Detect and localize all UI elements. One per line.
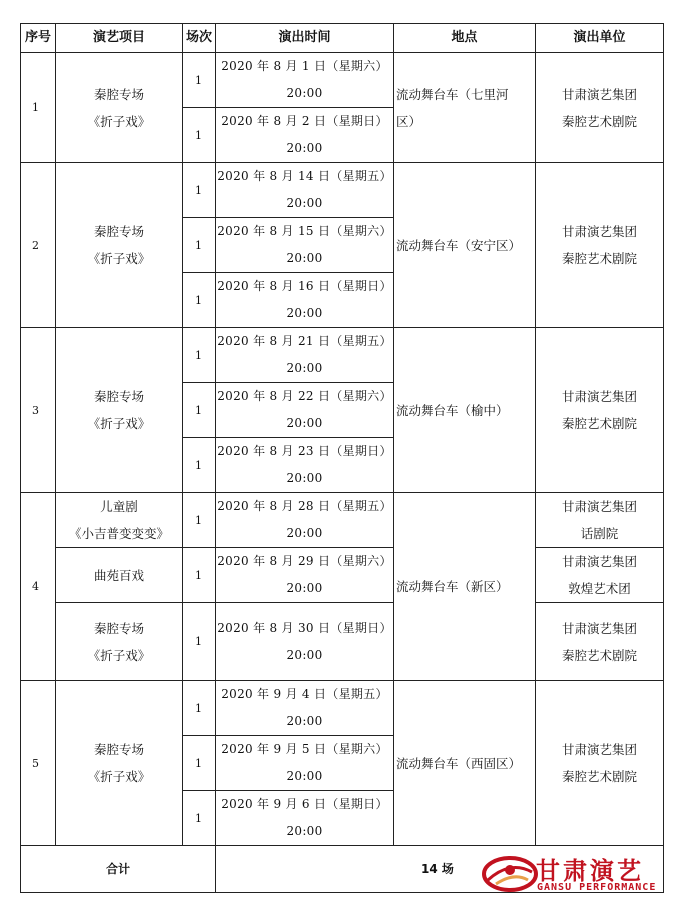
time-cell: 2020 年 8 月 22 日（星期六） 20:00 (216, 383, 394, 438)
table-header-row (21, 24, 664, 53)
item-cell: 秦腔专场 《折子戏》 (56, 603, 183, 681)
time-cell: 2020 年 8 月 1 日（星期六） 20:00 (216, 53, 394, 108)
venue-cell: 流动舞台车（新区） (394, 493, 536, 681)
count-cell: 1 (183, 493, 216, 548)
header-count: 场次 (183, 24, 216, 53)
count-cell: 1 (183, 53, 216, 108)
unit-cell: 甘肃演艺集团 秦腔艺术剧院 (536, 603, 664, 681)
count-cell: 1 (183, 383, 216, 438)
unit-cell: 甘肃演艺集团 秦腔艺术剧院 (536, 681, 664, 846)
count-cell: 1 (183, 438, 216, 493)
performance-schedule-table (20, 23, 664, 893)
unit-cell: 甘肃演艺集团 敦煌艺术团 (536, 548, 664, 603)
time-cell: 2020 年 8 月 21 日（星期五） 20:00 (216, 328, 394, 383)
table-row (21, 681, 664, 736)
seq-cell: 1 (21, 53, 56, 163)
time-cell: 2020 年 8 月 23 日（星期日） 20:00 (216, 438, 394, 493)
count-cell: 1 (183, 108, 216, 163)
count-cell: 1 (183, 273, 216, 328)
header-item: 演艺项目 (56, 24, 183, 53)
total-value: 14 场 (216, 846, 664, 893)
count-cell: 1 (183, 791, 216, 846)
item-cell: 儿童剧 《小吉普变变变》 (56, 493, 183, 548)
header-time: 演出时间 (216, 24, 394, 53)
time-cell: 2020 年 9 月 4 日（星期五） 20:00 (216, 681, 394, 736)
table-row (21, 493, 664, 548)
item-cell: 曲苑百戏 (56, 548, 183, 603)
unit-cell: 甘肃演艺集团 秦腔艺术剧院 (536, 328, 664, 493)
item-cell: 秦腔专场 《折子戏》 (56, 328, 183, 493)
header-unit: 演出单位 (536, 24, 664, 53)
item-cell: 秦腔专场 《折子戏》 (56, 681, 183, 846)
count-cell: 1 (183, 603, 216, 681)
item-cell: 秦腔专场 《折子戏》 (56, 53, 183, 163)
count-cell: 1 (183, 736, 216, 791)
venue-cell: 流动舞台车（西固区） (394, 681, 536, 846)
seq-cell: 3 (21, 328, 56, 493)
count-cell: 1 (183, 548, 216, 603)
seq-cell: 2 (21, 163, 56, 328)
count-cell: 1 (183, 218, 216, 273)
count-cell: 1 (183, 163, 216, 218)
logo-subtitle: GANSU PERFORMANCE (537, 882, 657, 893)
seq-cell: 5 (21, 681, 56, 846)
unit-cell: 甘肃演艺集团 话剧院 (536, 493, 664, 548)
time-cell: 2020 年 9 月 6 日（星期日） 20:00 (216, 791, 394, 846)
time-cell: 2020 年 8 月 15 日（星期六） 20:00 (216, 218, 394, 273)
table-row (21, 603, 664, 681)
venue-cell: 流动舞台车（榆中） (394, 328, 536, 493)
table-row (21, 548, 664, 603)
time-cell: 2020 年 8 月 2 日（星期日） 20:00 (216, 108, 394, 163)
table-row (21, 53, 664, 108)
table-body (21, 53, 664, 893)
table-row (21, 163, 664, 218)
time-cell: 2020 年 9 月 5 日（星期六） 20:00 (216, 736, 394, 791)
header-seq: 序号 (21, 24, 56, 53)
unit-cell: 甘肃演艺集团 秦腔艺术剧院 (536, 163, 664, 328)
count-cell: 1 (183, 328, 216, 383)
venue-cell: 流动舞台车（安宁区） (394, 163, 536, 328)
venue-cell: 流动舞台车（七里河 区） (394, 53, 536, 163)
item-cell: 秦腔专场 《折子戏》 (56, 163, 183, 328)
header-venue: 地点 (394, 24, 536, 53)
unit-cell: 甘肃演艺集团 秦腔艺术剧院 (536, 53, 664, 163)
seq-cell: 4 (21, 493, 56, 681)
time-cell: 2020 年 8 月 29 日（星期六） 20:00 (216, 548, 394, 603)
time-cell: 2020 年 8 月 28 日（星期五） 20:00 (216, 493, 394, 548)
time-cell: 2020 年 8 月 16 日（星期日） 20:00 (216, 273, 394, 328)
table-row (21, 328, 664, 383)
count-cell: 1 (183, 681, 216, 736)
logo-wordmark: 甘肃演艺 (536, 856, 644, 885)
time-cell: 2020 年 8 月 30 日（星期日） 20:00 (216, 603, 394, 681)
total-label: 合计 (21, 846, 216, 893)
time-cell: 2020 年 8 月 14 日（星期五） 20:00 (216, 163, 394, 218)
